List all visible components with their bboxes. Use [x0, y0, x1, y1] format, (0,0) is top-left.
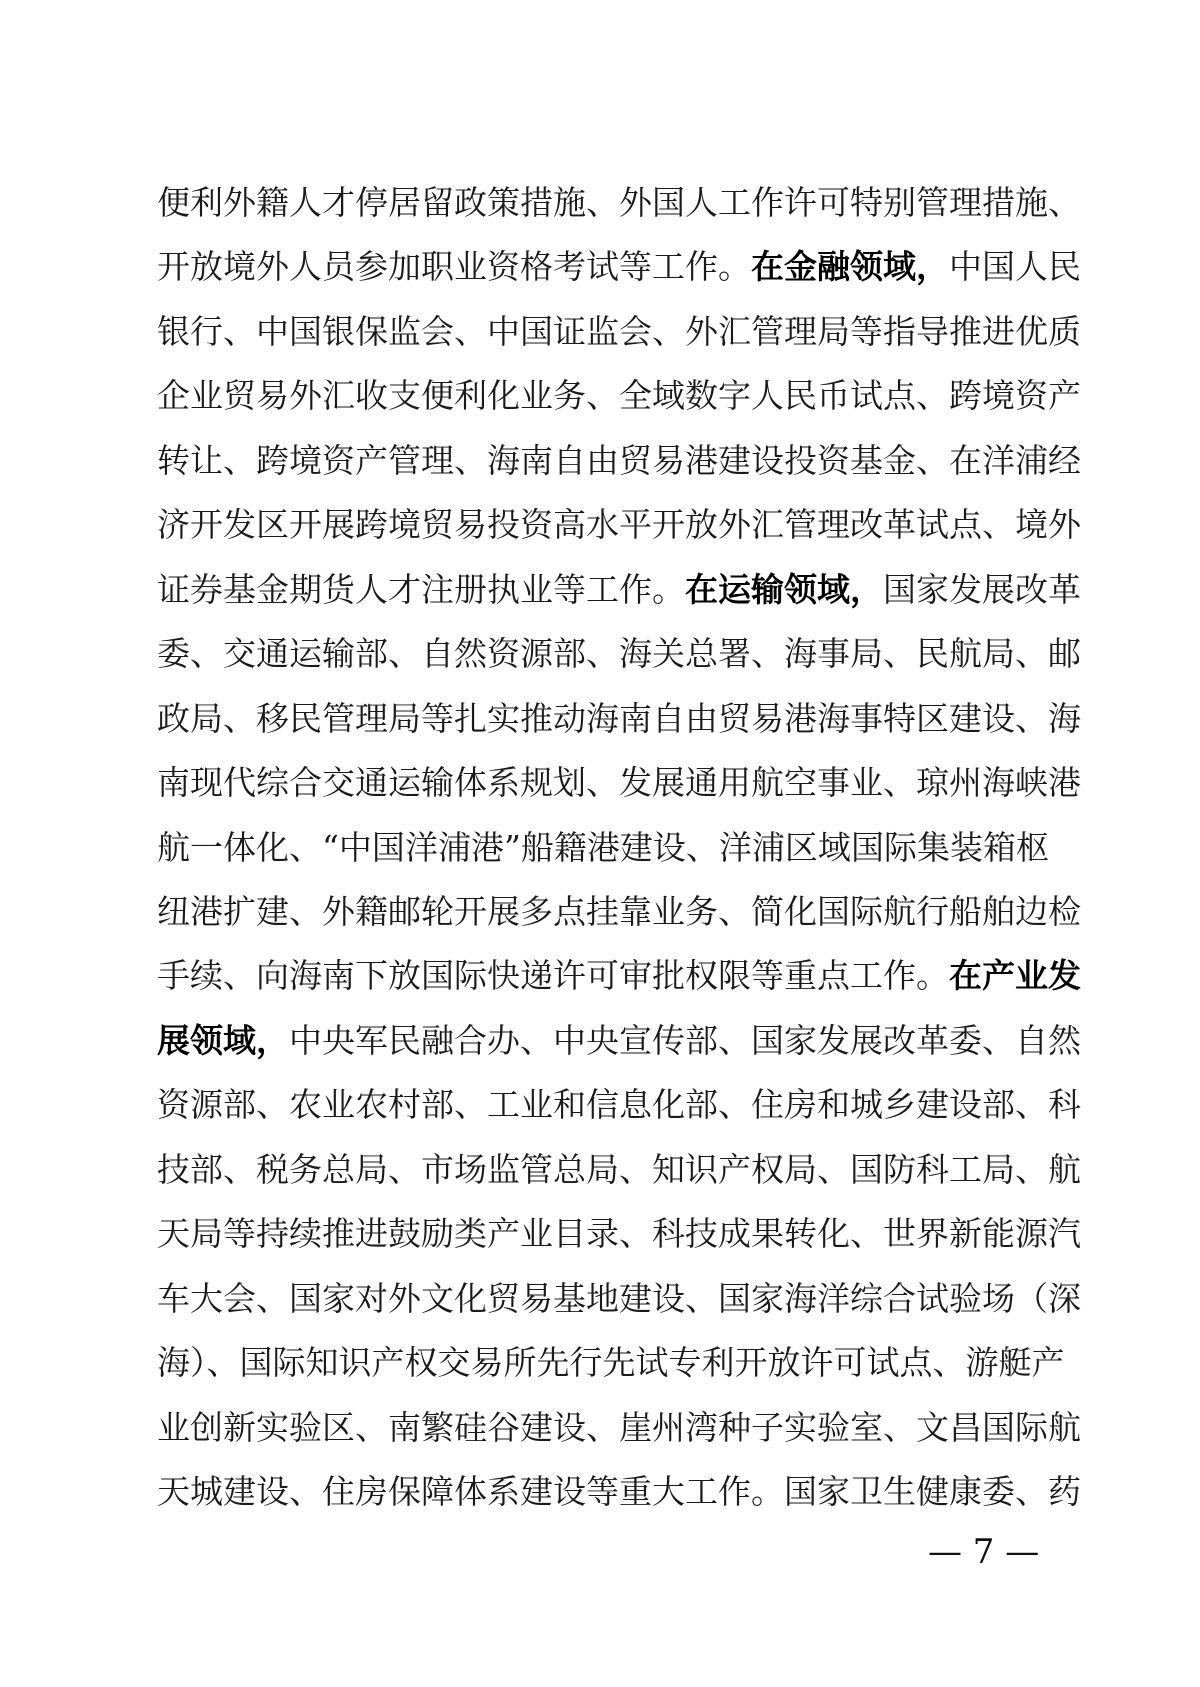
text-line: [157, 1470, 1081, 1514]
body-text-span: 国家发展改革: [883, 569, 1081, 609]
body-text-span: 天城建设、住房保障体系建设等重大工作。国家卫生健康委、药: [157, 1472, 1081, 1511]
body-text-span: 便利外籍人才停居留政策措施、外国人工作许可特别管理措施、: [157, 183, 1081, 222]
text-line: [157, 1341, 1065, 1385]
text-line: [157, 1148, 1081, 1192]
text-line: [157, 374, 1081, 418]
body-text-span: 中国人民: [949, 247, 1081, 287]
body-text-span: 政局、移民管理局等扎实推动海南自由贸易港海事特区建设、海: [157, 698, 1081, 738]
body-text-span: 银行、中国银保监会、中国证监会、外汇管理局等指导推进优质: [157, 311, 1081, 351]
body-text-span: 车大会、国家对外文化贸易基地建设、国家海洋综合试验场（深: [157, 1278, 1081, 1318]
body-text-span: 海）、国际知识产权交易所先行先试专利开放许可试点、游艇产: [157, 1343, 1065, 1383]
text-line: [157, 1406, 1081, 1450]
body-text-span: 资源部、农业农村部、工业和信息化部、住房和城乡建设部、科: [157, 1085, 1081, 1125]
text-line: [157, 568, 1081, 612]
bold-heading-text: 展领域，: [157, 1020, 289, 1060]
body-text-span: 企业贸易外汇收支便利化业务、全域数字人民币试点、跨境资产: [157, 376, 1081, 416]
text-line: [157, 1019, 1081, 1063]
body-text-span: 济开发区开展跨境贸易投资高水平开放外汇管理改革试点、境外: [157, 505, 1081, 545]
text-line: [157, 439, 1081, 483]
text-line: [157, 761, 1081, 805]
body-text-span: 开放境外人员参加职业资格考试等工作。: [157, 247, 751, 287]
text-line: [157, 632, 1081, 676]
text-line: [157, 1083, 1081, 1127]
body-text-span: 转让、跨境资产管理、海南自由贸易港建设投资基金、在洋浦经: [157, 440, 1081, 480]
bold-heading-text: 在产业发: [949, 956, 1081, 996]
page-number: — 7 —: [928, 1532, 1040, 1572]
body-text-span: 天局等持续推进鼓励类产业目录、科技成果转化、世界新能源汽: [157, 1214, 1081, 1254]
text-line: [157, 697, 1081, 741]
bold-heading-text: 在运输领域，: [685, 569, 883, 609]
text-line: [157, 1277, 1081, 1321]
body-text-span: 技部、税务总局、市场监管总局、知识产权局、国防科工局、航: [157, 1149, 1081, 1189]
text-line: [157, 503, 1081, 547]
body-text-span: 中央军民融合办、中央宣传部、国家发展改革委、自然: [289, 1020, 1081, 1060]
text-line: [157, 181, 1081, 225]
body-text-span: 业创新实验区、南繁硅谷建设、崖州湾种子实验室、文昌国际航: [157, 1407, 1081, 1447]
text-line: [157, 954, 1081, 998]
body-text-span: 证券基金期货人才注册执业等工作。: [157, 569, 685, 609]
body-text-span: 手续、向海南下放国际快递许可审批权限等重点工作。: [157, 956, 949, 996]
body-text-span: 纽港扩建、外籍邮轮开展多点挂靠业务、简化国际航行船舶边检: [157, 891, 1081, 931]
text-line: [157, 890, 1081, 934]
body-text-span: 委、交通运输部、自然资源部、海关总署、海事局、民航局、邮: [157, 634, 1081, 674]
body-text-span: 航一体化、“中国洋浦港”船籍港建设、洋浦区域国际集装箱枢: [157, 827, 1049, 867]
text-line: [157, 310, 1081, 354]
bold-heading-text: 在金融领域，: [751, 247, 949, 287]
text-line: [157, 1212, 1081, 1256]
body-text-span: 南现代综合交通运输体系规划、发展通用航空事业、琼州海峡港: [157, 763, 1081, 803]
text-line: [157, 826, 1049, 870]
text-line: [157, 245, 1081, 289]
